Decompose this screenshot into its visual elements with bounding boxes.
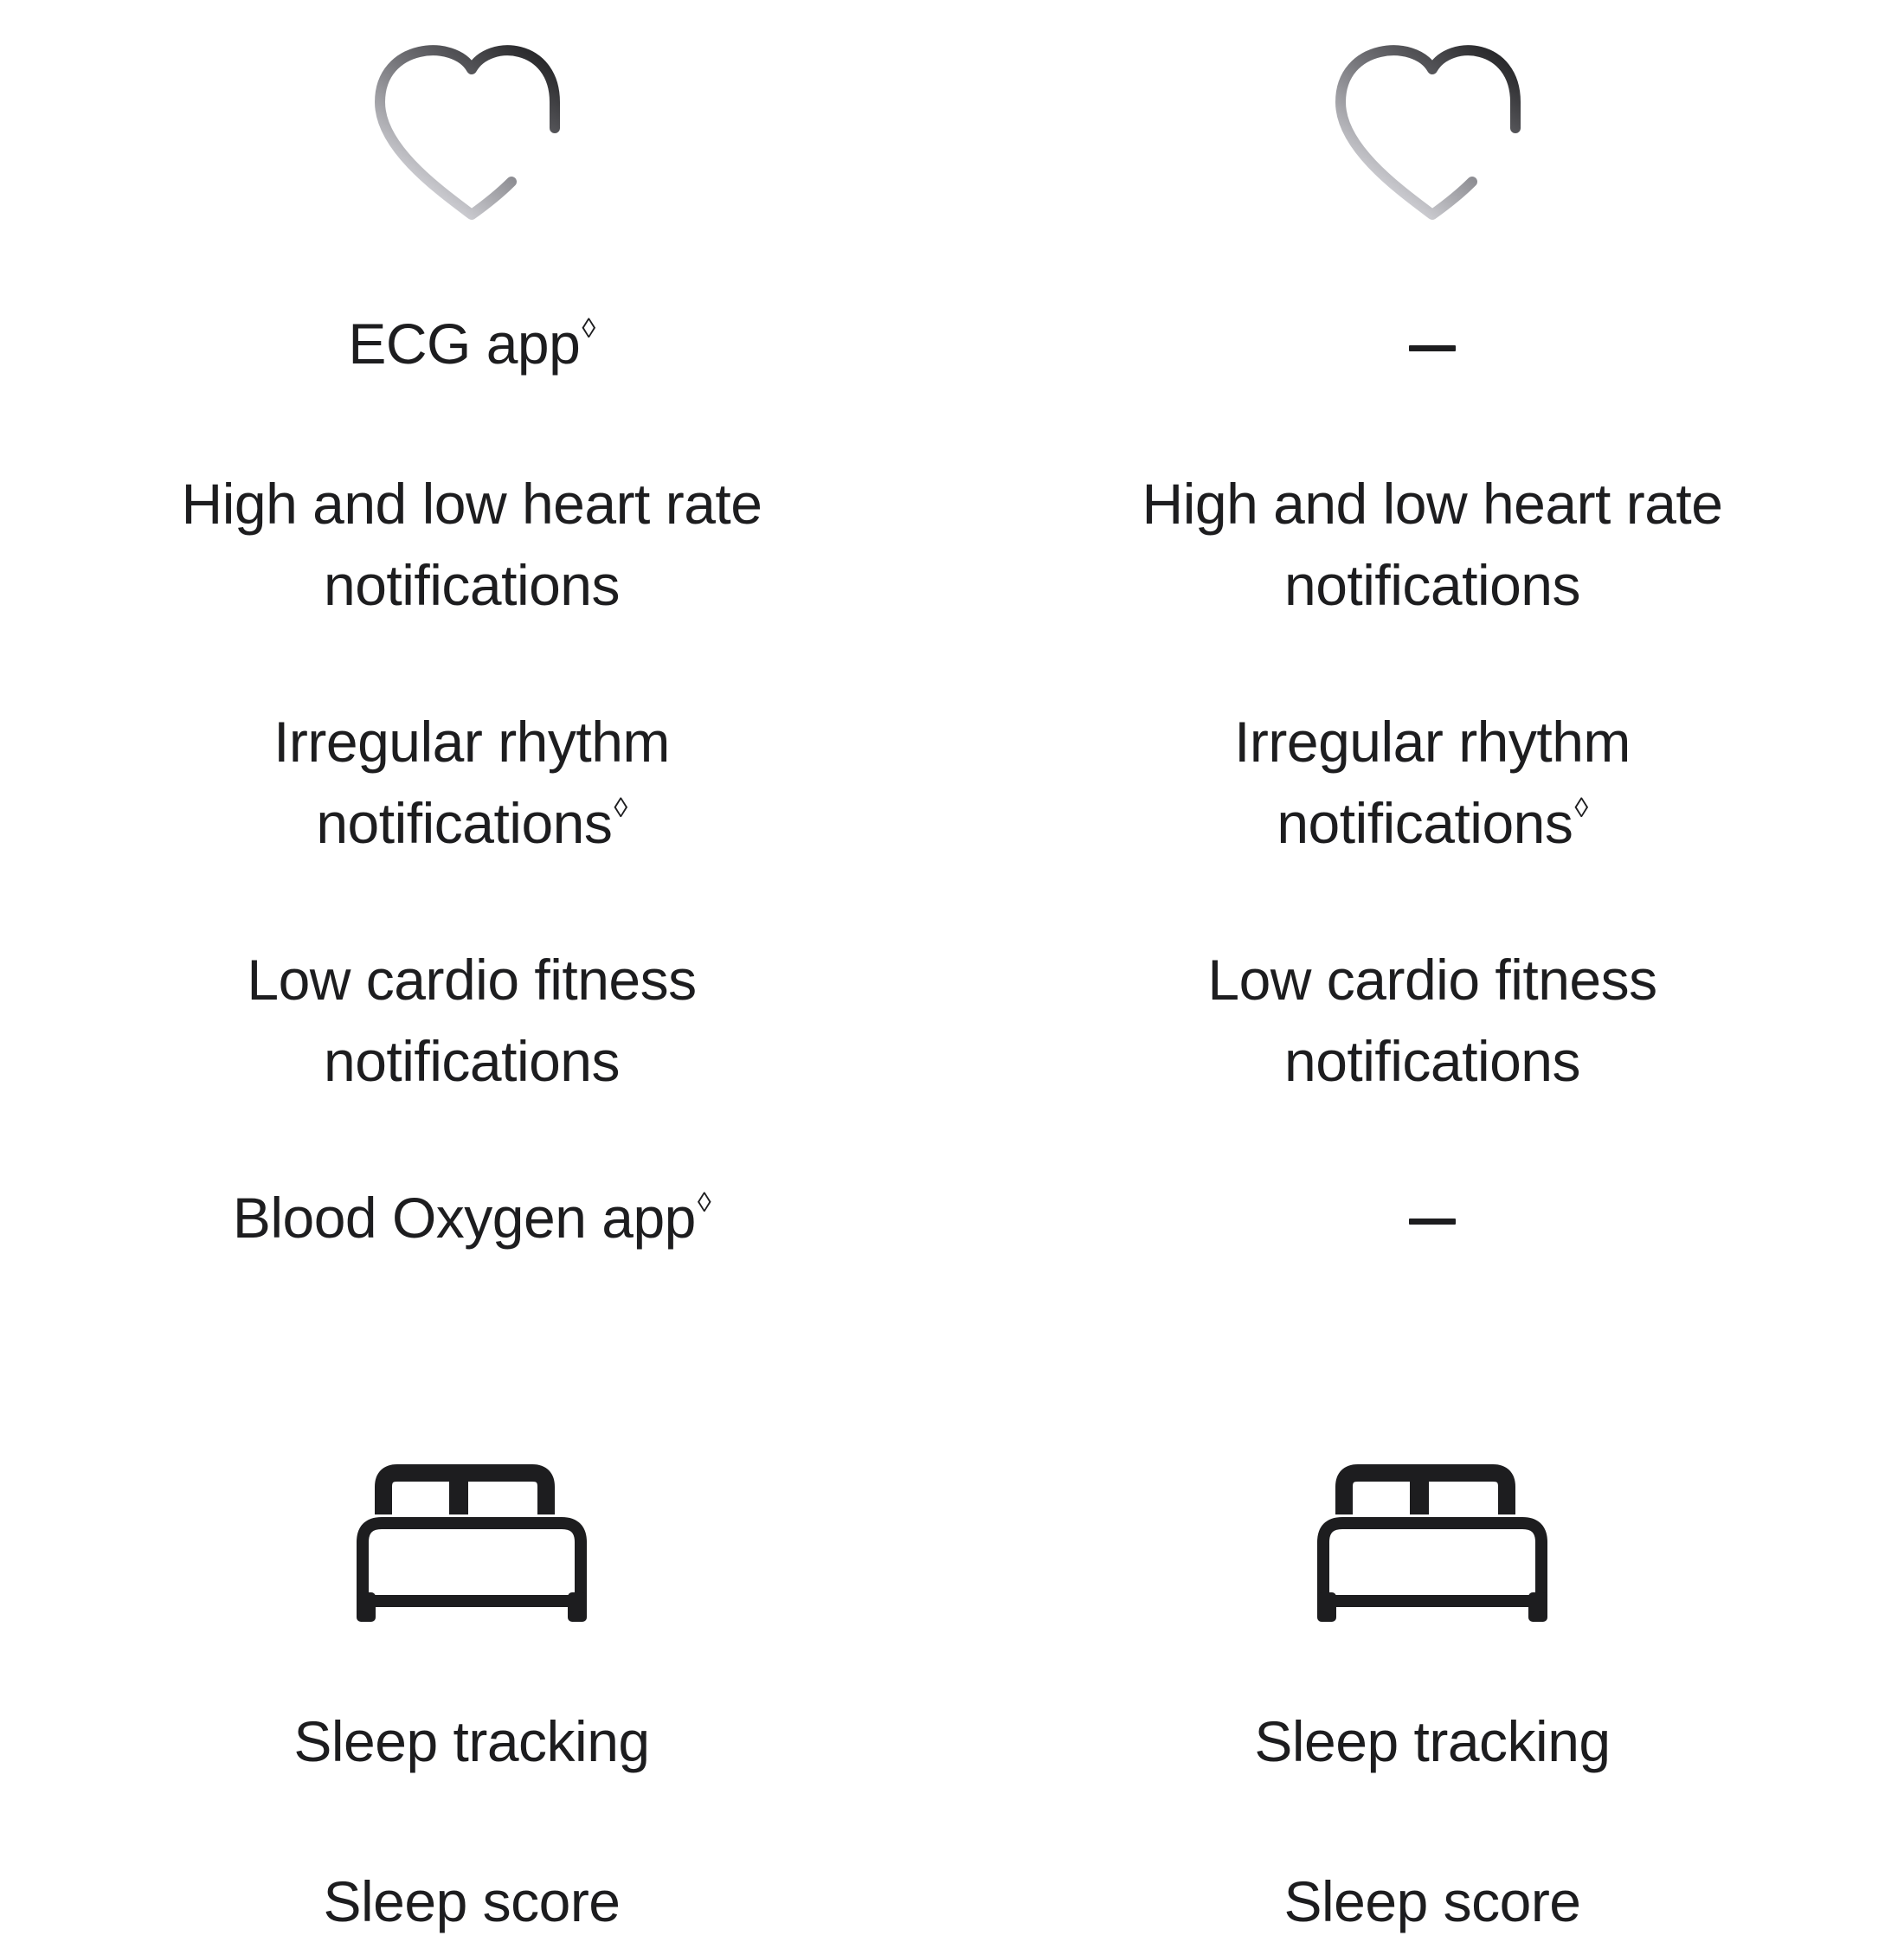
feature-ecg-app — [39, 303, 904, 395]
feature-blood-oxygen-app-unavailable — [1000, 1177, 1865, 1225]
feature-heart-rate-notifications — [1000, 463, 1865, 626]
feature-sleep-tracking — [1000, 1701, 1865, 1782]
feature-sleep-score — [39, 1861, 904, 1942]
feature-irregular-rhythm-notifications — [39, 701, 904, 874]
bed-icon — [39, 1463, 904, 1623]
comparison-column-right — [1000, 0, 1865, 1933]
feature-label-line2: notifications — [1277, 791, 1573, 855]
feature-label: Sleep score — [1283, 1869, 1581, 1933]
feature-low-cardio-fitness-notifications — [1000, 939, 1865, 1102]
feature-label-line1: Irregular rhythm — [1234, 710, 1631, 774]
footnote-mark: ◊ — [614, 792, 627, 823]
footnote-mark: ◊ — [697, 1186, 711, 1218]
feature-label: Sleep tracking — [293, 1709, 650, 1773]
feature-label-line2: notifications — [1283, 1029, 1581, 1093]
feature-label: Blood Oxygen app — [232, 1186, 696, 1250]
feature-low-cardio-fitness-notifications — [39, 939, 904, 1102]
feature-label-line2: notifications — [323, 1029, 621, 1093]
feature-label-line1: Low cardio fitness — [1207, 948, 1657, 1012]
heart-icon — [39, 45, 904, 227]
feature-label: Sleep score — [323, 1869, 621, 1933]
feature-label-line1: High and low heart rate — [181, 472, 762, 536]
feature-label-line2: notifications — [323, 553, 621, 617]
unavailable-dash — [1409, 345, 1456, 351]
footnote-mark: ◊ — [582, 312, 595, 344]
feature-heart-rate-notifications — [39, 463, 904, 626]
feature-sleep-tracking — [39, 1701, 904, 1782]
comparison-column-left — [39, 0, 904, 1933]
footnote-mark: ◊ — [1574, 792, 1588, 823]
feature-label-line1: High and low heart rate — [1142, 472, 1723, 536]
feature-blood-oxygen-app — [39, 1177, 904, 1269]
unavailable-dash — [1409, 1219, 1456, 1225]
feature-label: ECG app — [348, 312, 581, 376]
feature-label: Sleep tracking — [1254, 1709, 1611, 1773]
feature-label-line2: notifications — [1283, 553, 1581, 617]
feature-sleep-score — [1000, 1861, 1865, 1942]
feature-ecg-app-unavailable — [1000, 303, 1865, 351]
bed-icon — [1000, 1463, 1865, 1623]
feature-label-line1: Low cardio fitness — [247, 948, 697, 1012]
feature-label-line2: notifications — [316, 791, 613, 855]
feature-irregular-rhythm-notifications — [1000, 701, 1865, 874]
feature-label-line1: Irregular rhythm — [273, 710, 670, 774]
heart-icon — [1000, 45, 1865, 227]
